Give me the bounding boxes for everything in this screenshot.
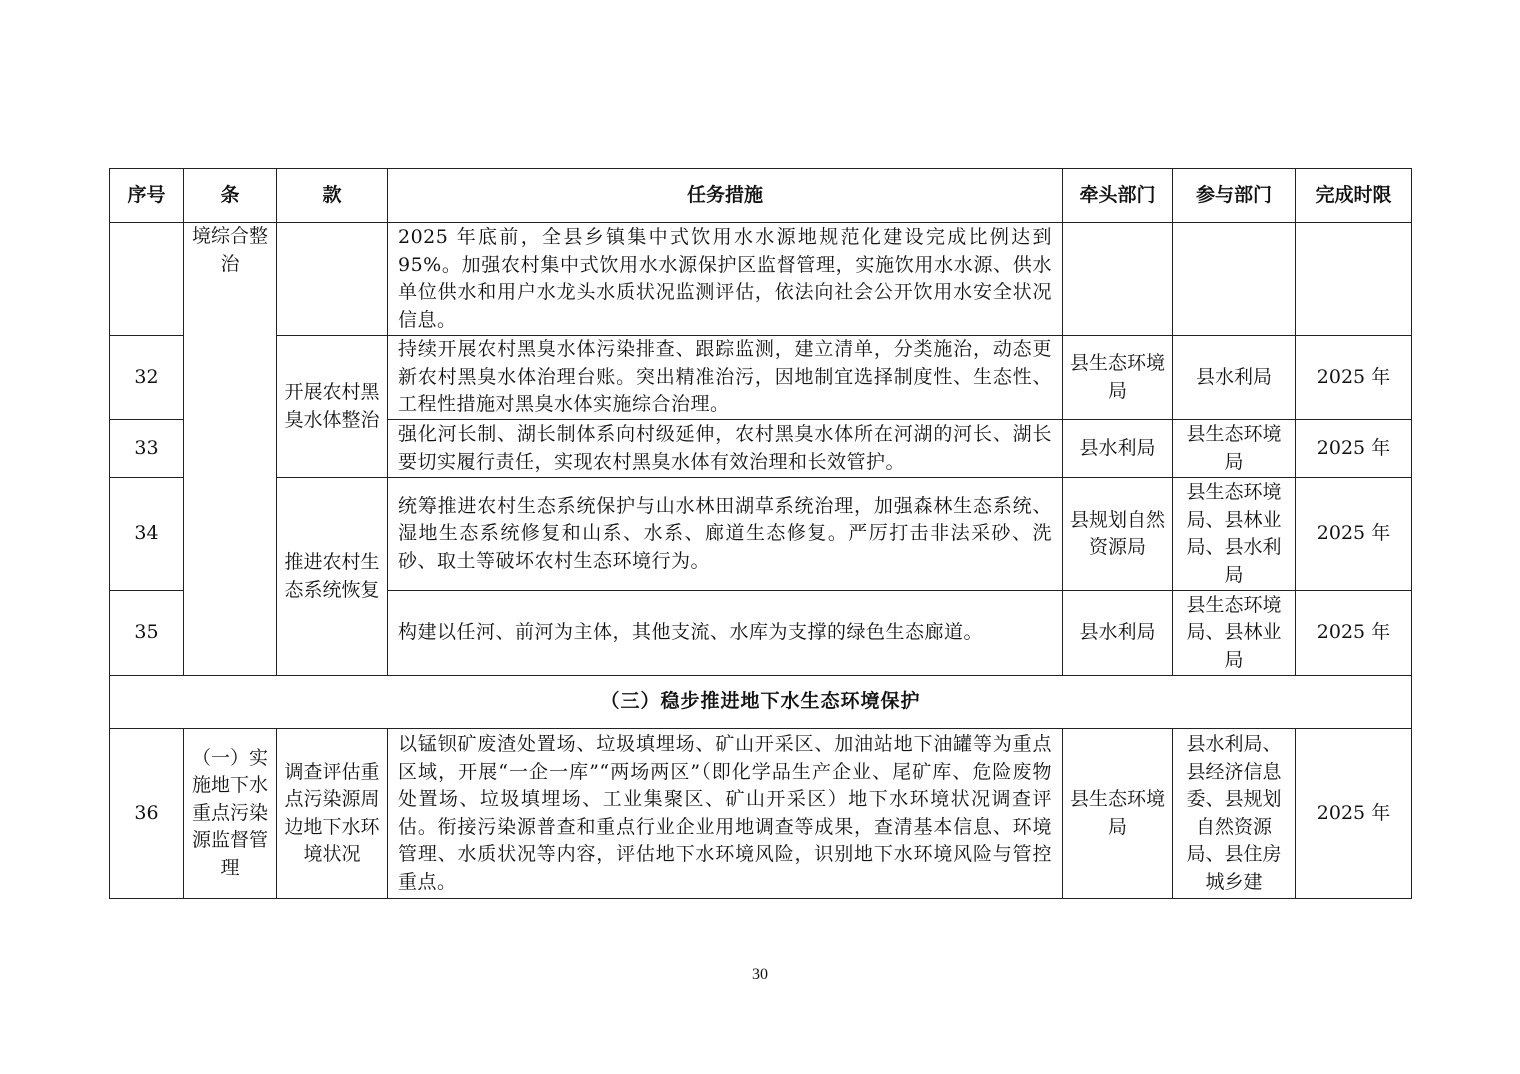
seq-cell: 33 (110, 420, 184, 478)
seq-cell (110, 223, 184, 336)
table-row (110, 336, 1412, 420)
participate-cell: 县生态环境局 (1173, 420, 1296, 478)
measure-cell: 以锰钡矿废渣处置场、垃圾填埋场、矿山开采区、加油站地下油罐等为重点区域，开展“一企一库”“两场两区”（即化学品生产企业、尾矿库、危险废物处置场、垃圾填埋场、工业集聚区、矿山开采区）地下水环境状况调查评估。衔接污染源普查和重点行业企业用地调查等成果，查清基本信息、环境管理、水质状况等内容，评估地下水环境风险，识别地下水环境风险与管控重点。 (388, 729, 1063, 899)
participate-cell: 县生态环境局、县林业局、县水利局 (1173, 478, 1296, 591)
section-heading: （三）稳步推进地下水生态环境保护 (110, 676, 1412, 729)
lead-cell: 县水利局 (1063, 591, 1173, 676)
participate-cell: 县水利局、县经济信息委、县规划自然资源局、县住房城乡建 (1173, 729, 1296, 899)
clause-cell: 开展农村黑臭水体整治 (277, 336, 388, 478)
measure-cell: 构建以任河、前河为主体，其他支流、水库为支撑的绿色生态廊道。 (388, 591, 1063, 676)
seq-cell: 32 (110, 336, 184, 420)
measure-cell: 持续开展农村黑臭水体污染排查、跟踪监测，建立清单，分类施治，动态更新农村黑臭水体治理台账。突出精准治污，因地制宜选择制度性、生态性、工程性措施对黑臭水体实施综合治理。 (388, 336, 1063, 420)
header-measure: 任务措施 (388, 169, 1063, 223)
deadline-cell: 2025 年 (1296, 729, 1412, 899)
deadline-cell: 2025 年 (1296, 336, 1412, 420)
header-participate: 参与部门 (1173, 169, 1296, 223)
task-table (109, 168, 1412, 899)
header-clause: 款 (277, 169, 388, 223)
lead-cell (1063, 223, 1173, 336)
header-seq: 序号 (110, 169, 184, 223)
header-row (110, 169, 1412, 223)
deadline-cell (1296, 223, 1412, 336)
deadline-cell: 2025 年 (1296, 420, 1412, 478)
participate-cell: 县水利局 (1173, 336, 1296, 420)
clause-cell: 调查评估重点污染源周边地下水环境状况 (277, 729, 388, 899)
table-row (110, 223, 1412, 336)
header-article: 条 (184, 169, 277, 223)
lead-cell: 县水利局 (1063, 420, 1173, 478)
clause-cell (277, 223, 388, 336)
measure-cell: 强化河长制、湖长制体系向村级延伸，农村黑臭水体所在河湖的河长、湖长要切实履行责任，实现农村黑臭水体有效治理和长效管护。 (388, 420, 1063, 478)
participate-cell: 县生态环境局、县林业局 (1173, 591, 1296, 676)
deadline-cell: 2025 年 (1296, 478, 1412, 591)
section-row (110, 676, 1412, 729)
deadline-cell: 2025 年 (1296, 591, 1412, 676)
article-cell: （一）实施地下水重点污染源监督管理 (184, 729, 277, 899)
seq-cell: 34 (110, 478, 184, 591)
participate-cell (1173, 223, 1296, 336)
seq-cell: 36 (110, 729, 184, 899)
lead-cell: 县生态环境局 (1063, 729, 1173, 899)
table-row (110, 729, 1412, 899)
page-number: 30 (752, 966, 768, 983)
header-deadline: 完成时限 (1296, 169, 1412, 223)
seq-cell: 35 (110, 591, 184, 676)
measure-cell: 统筹推进农村生态系统保护与山水林田湖草系统治理，加强森林生态系统、湿地生态系统修复和山系、水系、廊道生态修复。严厉打击非法采砂、洗砂、取土等破坏农村生态环境行为。 (388, 478, 1063, 591)
header-lead: 牵头部门 (1063, 169, 1173, 223)
measure-cell: 2025 年底前，全县乡镇集中式饮用水水源地规范化建设完成比例达到95%。加强农村集中式饮用水水源保护区监督管理，实施饮用水水源、供水单位供水和用户水龙头水质状况监测评估，依法向社会公开饮用水安全状况信息。 (388, 223, 1063, 336)
table-row (110, 478, 1412, 591)
lead-cell: 县规划自然资源局 (1063, 478, 1173, 591)
clause-cell: 推进农村生态系统恢复 (277, 478, 388, 676)
lead-cell: 县生态环境局 (1063, 336, 1173, 420)
article-cell: 境综合整治 (184, 223, 277, 676)
